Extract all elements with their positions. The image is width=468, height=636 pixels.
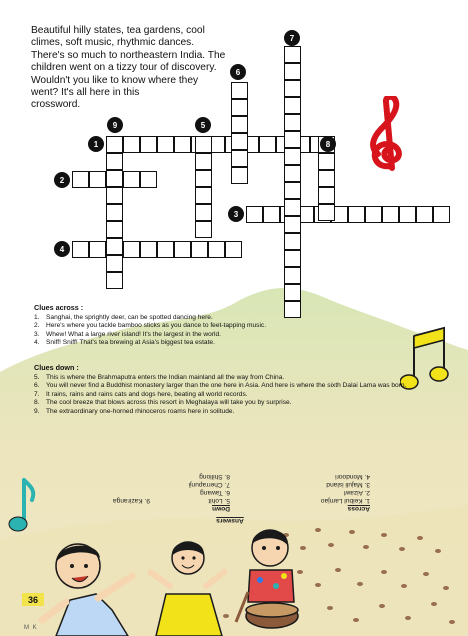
answers-across-column xyxy=(321,472,370,512)
intro-line: Wouldn't you like to know where they xyxy=(31,74,199,86)
clue-number-9: 9 xyxy=(107,117,123,133)
answers-down-heading: Down xyxy=(212,505,230,512)
answer-item: 2. Aizawl xyxy=(343,489,370,496)
clue-number: 1. xyxy=(34,313,40,321)
answer-item: 4. Mondoori xyxy=(335,473,370,480)
intro-line: children went on a tizzy tour of discovery. xyxy=(31,62,217,74)
clue-text: The extraordinary one-horned rhinoceros roams here in solitude. xyxy=(46,407,235,415)
clue-text: This is where the Brahmaputra enters the Indian mainland all the way from China. xyxy=(46,373,285,381)
clue-number-3: 3 xyxy=(228,206,244,222)
answer-item: 1. Keibul Lamjao xyxy=(320,497,370,504)
intro-line: climes, soft music, rhythmic dances. xyxy=(31,37,195,49)
answer-item: 6. Tawang xyxy=(200,489,230,496)
answer-item: 8. Shillong xyxy=(199,473,230,480)
clue-text: Sanghai, the sprightly deer, can be spotted dancing here. xyxy=(46,313,213,321)
page-number: 36 xyxy=(22,593,44,606)
clue-number-6: 6 xyxy=(230,64,246,80)
clues-across-heading: Clues across : xyxy=(34,303,84,312)
answer-item: 3. Majuli island xyxy=(326,481,370,488)
clue-number: 7. xyxy=(34,390,40,398)
clue-text: You will never find a Buddhist monastery larger than the one here in Asia. And here is where the sixth Dalai Lama was born. xyxy=(46,382,407,390)
clue-number-7: 7 xyxy=(284,30,300,46)
clue-number: 6. xyxy=(34,382,40,390)
answers-across-heading: Across xyxy=(347,505,370,512)
clue-number: 2. xyxy=(34,322,40,330)
clue-text: Whew! What a large river island! It's the largest in the world. xyxy=(46,330,221,338)
answer-item: 5. Lohit xyxy=(208,497,230,504)
clue-number: 3. xyxy=(34,330,40,338)
clue-number: 5. xyxy=(34,373,40,381)
clue-number: 8. xyxy=(34,399,40,407)
answers-title: Answers xyxy=(216,517,244,524)
clue-text: It rains, rains and rains cats and dogs here, beating all world records. xyxy=(46,390,248,398)
clue-number-4: 4 xyxy=(54,241,70,257)
clue-number: 9. xyxy=(34,407,40,415)
clue-number: 4. xyxy=(34,339,40,347)
answers-upside-down xyxy=(80,452,380,524)
answers-down-column-2 xyxy=(113,496,150,504)
clue-text: Here's where you tackle bamboo sticks as you dance to feet-tapping music. xyxy=(46,322,267,330)
clue-number-2: 2 xyxy=(54,172,70,188)
clues-down-heading: Clues down : xyxy=(34,363,79,372)
clue-text: The cool breeze that blows across this resort in Meghalaya will take you by surprise. xyxy=(46,399,292,407)
intro-line: crossword. xyxy=(31,99,81,111)
answer-item: 7. Cherrapunji xyxy=(188,481,230,488)
clue-number-5: 5 xyxy=(195,117,211,133)
intro-line: Beautiful hilly states, tea gardens, cool xyxy=(31,25,205,36)
clue-number-8: 8 xyxy=(320,136,336,152)
clue-number-1: 1 xyxy=(88,136,104,152)
answer-item: 9. Kaziranga xyxy=(112,497,150,504)
brand-mark: M K xyxy=(24,625,38,631)
clue-text: Sniff! Sniff! That's tea brewing at Asia's biggest tea estate. xyxy=(46,339,215,347)
intro-line: went? It's all here in this xyxy=(31,87,140,99)
answers-down-column xyxy=(189,472,230,512)
intro-line: There's so much to northeastern India. The xyxy=(31,49,226,61)
